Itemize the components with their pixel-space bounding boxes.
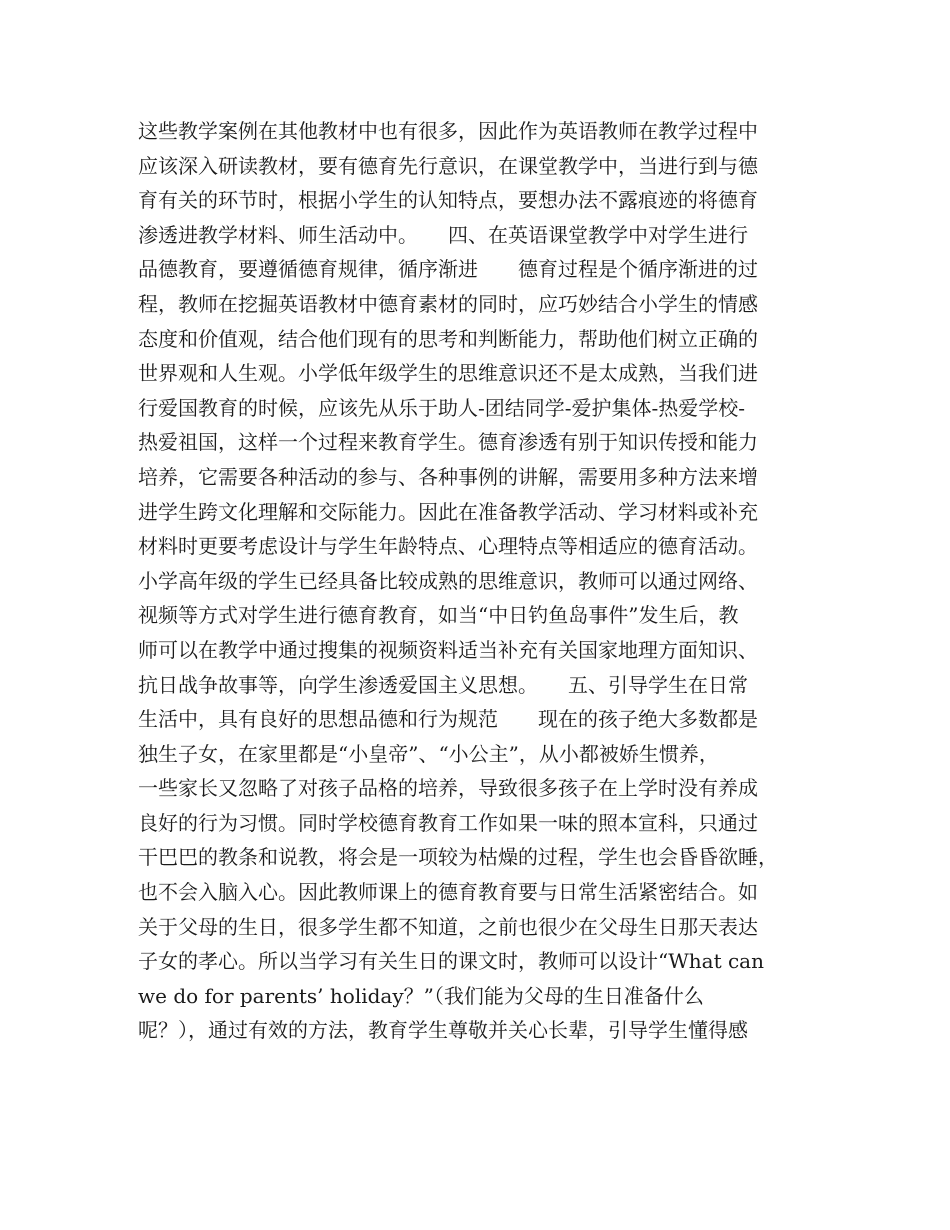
text-line: 渗透进教学材料、师生活动中。 四、在英语课堂教学中对学生进行	[138, 222, 748, 247]
text-line: 关于父母的生日，很多学生都不知道，之前也很少在父母生日那天表达	[138, 914, 758, 939]
text-line: 一些家长又忽略了对孩子品格的培养，导致很多孩子在上学时没有养成	[138, 776, 758, 801]
text-line: 行爱国教育的时候，应该先从乐于助人-团结同学-爱护集体-热爱学校-	[138, 395, 746, 420]
text-line: 独生子女，在家里都是“小皇帝”、“小公主”，从小都被娇生惯养，	[138, 741, 719, 766]
text-line: 态度和价值观，结合他们现有的思考和判断能力，帮助他们树立正确的	[138, 326, 758, 351]
text-line: 热爱祖国，这样一个过程来教育学生。德育渗透有别于知识传授和能力	[138, 430, 758, 455]
text-line: 程，教师在挖掘英语教材中德育素材的同时，应巧妙结合小学生的情感	[138, 291, 758, 316]
text-line: 师可以在教学中通过搜集的视频资料适当补充有关国家地理方面知识、	[138, 637, 758, 662]
text-line: 干巴巴的教条和说教，将会是一项较为枯燥的过程，学生也会昏昏欲睡，	[138, 845, 778, 870]
body-text	[138, 114, 828, 1048]
text-line: 生活中，具有良好的思想品德和行为规范 现在的孩子绝大多数都是	[138, 707, 758, 732]
text-line: 育有关的环节时，根据小学生的认知特点，要想办法不露痕迹的将德育	[138, 188, 758, 213]
text-line: 进学生跨文化理解和交际能力。因此在准备教学活动、学习材料或补充	[138, 499, 758, 524]
text-line: 良好的行为习惯。同时学校德育教育工作如果一味的照本宣科，只通过	[138, 810, 758, 835]
text-line: 品德教育，要遵循德育规律，循序渐进 德育过程是个循序渐进的过	[138, 257, 758, 282]
text-line: 小学高年级的学生已经具备比较成熟的思维意识，教师可以通过网络、	[138, 568, 758, 593]
text-line: 呢？），通过有效的方法，教育学生尊敬并关心长辈，引导学生懂得感	[138, 1018, 748, 1043]
text-line: 子女的孝心。所以当学习有关生日的课文时，教师可以设计“What can	[138, 949, 764, 974]
text-line: 世界观和人生观。小学低年级学生的思维意识还不是太成熟，当我们进	[138, 361, 758, 386]
text-line: we do for parents’ holiday？”（我们能为父母的生日准备什么	[138, 983, 704, 1008]
text-line: 这些教学案例在其他教材中也有很多，因此作为英语教师在教学过程中	[138, 119, 758, 143]
text-line: 也不会入脑入心。因此教师课上的德育教育要与日常生活紧密结合。如	[138, 880, 758, 905]
text-line: 视频等方式对学生进行德育教育，如当“中日钓鱼岛事件”发生后，教	[138, 603, 739, 628]
text-line: 应该深入研读教材，要有德育先行意识，在课堂教学中，当进行到与德	[138, 153, 758, 178]
text-line: 抗日战争故事等，向学生渗透爱国主义思想。 五、引导学生在日常	[138, 672, 748, 697]
text-line: 培养，它需要各种活动的参与、各种事例的讲解，需要用多种方法来增	[138, 464, 758, 489]
text-line: 材料时更要考虑设计与学生年龄特点、心理特点等相适应的德育活动。	[138, 534, 758, 559]
